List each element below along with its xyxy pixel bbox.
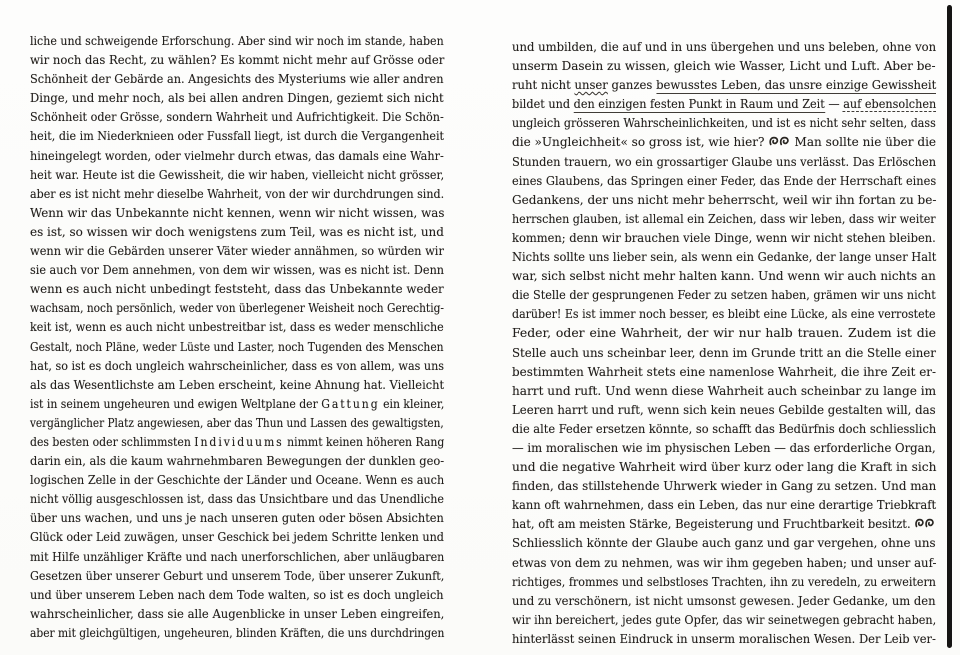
text-segment: liche und schweigende Erforschung. Aber sind wir noch im stande, haben <box>30 33 444 48</box>
text-line <box>512 419 937 438</box>
pencil-underline: unser <box>574 77 608 93</box>
text-line <box>30 31 444 50</box>
text-line <box>512 266 936 285</box>
text-line <box>30 279 444 298</box>
text-segment: keit ist, wenn es auch nicht unbestreitbar ist, dass es weder menschliche <box>30 319 444 335</box>
text-segment: die Stelle der gesprungenen Feder zu setzen haben, grämen wir uns nicht <box>512 287 936 303</box>
text-segment: Gedankens, der uns nicht mehr beherrscht, weil wir ihn fortan zu be- <box>512 191 937 207</box>
pencil-underline: den einzigen festen Punkt in Raum und Zeit <box>573 96 825 112</box>
text-line <box>30 413 444 432</box>
text-line <box>512 533 936 552</box>
text-segment: Glück oder Leid zuwägen, unser Geschick bei jedem Schritte lenken und <box>30 529 444 545</box>
text-segment: — <box>824 96 844 112</box>
text-segment: und die negative Wahrheit wird über kurz oder lang die Kraft in sich <box>512 459 937 475</box>
text-segment: nimmt keinen höheren Rang <box>283 433 445 449</box>
text-segment: darüber! Es ist immer noch besser, es bleibt eine Lücke, als eine verrostete <box>512 306 936 322</box>
text-segment: wenn es auch nicht unbedingt feststeht, dass das Unbekannte weder <box>30 281 444 297</box>
text-line <box>30 298 444 317</box>
text-segment: sie auch vor Dem annehmen, von dem wir wissen, was es nicht ist. Denn <box>30 262 445 278</box>
text-line <box>512 75 937 94</box>
text-line <box>512 94 937 113</box>
text-line <box>512 514 915 533</box>
text-line <box>512 152 937 171</box>
right-page-text <box>512 37 936 648</box>
text-line <box>30 527 444 546</box>
text-segment: richtiges, frommes und selbstloses Trachten, ihn zu veredeln, zu erweitern <box>512 573 936 589</box>
text-line <box>30 50 445 69</box>
text-line <box>30 585 444 604</box>
text-segment: wahrscheinlicher, dass sie alle Augenblicke in unser Leben eingreifen, <box>30 605 445 621</box>
text-segment: darin ein, als die kaum wahrnehmbaren Bewegungen der dunklen geo- <box>30 453 445 469</box>
text-segment: etwas von dem zu nehmen, was wir ihm gegeben haben; und unser auf- <box>512 554 937 570</box>
text-line <box>30 165 445 184</box>
text-line <box>512 113 936 132</box>
text-segment: Dinge, und mehr noch, als bei allen andren Dingen, geziemt sich nicht <box>30 90 444 106</box>
text-line <box>30 69 444 88</box>
text-line <box>30 241 444 260</box>
text-line <box>512 457 937 476</box>
text-line <box>512 362 937 381</box>
text-segment: hat, oft am meisten Stärke, Begeisterung und Fruchtbarkeit besitzt. <box>512 516 915 532</box>
text-segment: finden, das stillstehende Uhrwerk wieder in Gang zu setzen. Und man <box>512 478 937 494</box>
text-line <box>512 381 937 400</box>
text-segment: ein kleiner, <box>379 395 445 411</box>
text-line <box>30 508 444 527</box>
text-segment: wir ihn bereichert, jedes gute Opfer, das wir seinetwegen gebracht haben, <box>512 611 937 627</box>
text-segment: Feder, oder eine Wahrheit, der wir nur halb trauen. Zudem ist die <box>512 325 936 341</box>
text-segment: Man sollte nie über die <box>790 134 937 150</box>
text-line <box>30 604 445 623</box>
text-segment: harrt und ruft. Und wenn diese Wahrheit auch scheinbar zu lange im <box>512 382 937 398</box>
text-segment: ganzes <box>607 77 657 93</box>
text-line <box>512 247 937 266</box>
text-segment: hat, so ist es doch ungleich wahrscheinlicher, dass es von allem, was uns <box>30 357 445 373</box>
text-segment: nicht völlig ausgeschlossen ist, dass das Unsichtbare und das Unendliche <box>30 491 444 507</box>
text-segment: unserm Dasein zu wissen, gleich wie Wasser, Licht und Luft. Aber be- <box>512 58 936 74</box>
text-line <box>512 438 936 457</box>
text-line <box>30 337 444 356</box>
text-line <box>512 285 936 304</box>
book-edge-shadow <box>947 5 952 648</box>
text-line <box>30 375 445 394</box>
fleuron-ornament-icon <box>768 135 790 147</box>
text-line <box>512 209 936 228</box>
text-line <box>512 190 937 209</box>
text-line <box>30 184 445 203</box>
text-line <box>30 356 445 375</box>
text-line <box>512 132 937 151</box>
text-segment: wenn wir die Gebärden unserer Väter wieder annähmen, so würden wir <box>30 243 444 259</box>
pencil-underline: auf ebensolchen <box>843 96 937 112</box>
text-segment: aber mit gleichgültigen, ungeheuren, blinden Kräften, die uns durchdringen <box>30 624 445 640</box>
text-segment: Leeren harrt und ruft, wenn sich kein neues Gebilde gestalten will, das <box>512 401 936 417</box>
left-page-text <box>30 31 444 642</box>
text-line <box>512 228 936 247</box>
text-segment: und umbilden, die auf und in uns übergehen und uns beleben, ohne von <box>512 39 937 54</box>
text-segment: die »Ungleichheit« so gross ist, wie hier? <box>512 134 769 150</box>
text-segment: wir noch das Recht, zu wählen? Es kommt nicht mehr auf Grösse oder <box>30 52 445 68</box>
text-segment: — im moralischen wie im physischen Leben — das erforderliche Organ, <box>512 439 936 455</box>
text-segment: Schönheit oder Grösse, sondern Wahrheit und Aufrichtigkeit. Die Schön- <box>30 109 444 125</box>
text-segment: bildet und <box>512 96 574 112</box>
text-segment: es ist, so wissen wir doch wenigstens zum Teil, was es nicht ist, und <box>30 223 444 239</box>
text-segment: ungleich grösseren Wahrscheinlichkeiten, und ist es nicht sehr selten, dass <box>512 115 936 131</box>
text-segment: Gestalt, noch Pläne, weder Lüste und Laster, noch Tugenden des Menschen <box>30 338 444 354</box>
text-line <box>30 470 445 489</box>
text-segment: bestimmten Wahrheit stets eine namenlose Wahrheit, die ihre Zeit er- <box>512 363 937 379</box>
text-segment: des besten oder schlimmsten <box>30 433 195 449</box>
letterspaced-word: Gattung <box>321 395 380 411</box>
text-segment: Wenn wir das Unbekannte nicht kennen, wenn wir nicht wissen, was <box>30 204 445 220</box>
text-line <box>30 222 444 241</box>
text-segment: herrschen glauben, ist allemal ein Zeichen, dass wir leben, dass wir weiter <box>512 210 936 226</box>
text-segment: aber es ist nicht mehr dieselbe Wahrheit, von der wir durchdrungen sind. <box>30 185 445 201</box>
text-segment: kann oft wahrnehmen, dass ein Leben, das nur eine derartige Triebkraft <box>512 497 937 513</box>
text-segment: war, sich selbst nicht mehr halten kann. Und wenn wir auch nichts an <box>512 268 936 284</box>
text-line <box>512 610 937 629</box>
text-segment: hineingelegt worden, oder vielmehr durch etwas, das damals eine Wahr- <box>30 147 444 163</box>
text-line <box>512 56 936 75</box>
fleuron-ornament-icon <box>914 517 935 529</box>
text-line <box>512 171 937 190</box>
text-line <box>512 629 936 648</box>
text-segment: Stelle auch uns scheinbar leer, denn im Grunde tritt an die Stelle einer <box>512 344 936 360</box>
text-line <box>30 547 445 566</box>
text-line <box>30 489 444 508</box>
text-line <box>512 553 937 572</box>
text-segment: wachsam, noch persönlich, weder von überlegener Weisheit noch Gerechtig- <box>30 300 444 316</box>
text-segment: Schliesslich könnte der Glaube auch ganz und gar vergehen, ohne uns <box>512 535 936 551</box>
text-line <box>512 304 936 323</box>
text-line <box>512 37 937 56</box>
text-segment: vergänglicher Platz angewiesen, aber das Thun und Lassen des gewaltigsten, <box>30 414 444 430</box>
letterspaced-word: Individuums <box>194 433 284 449</box>
text-line <box>512 572 936 591</box>
text-line <box>30 566 445 585</box>
text-segment: heit war. Heute ist die Gewissheit, die wir haben, vielleicht nicht grösser, <box>30 166 445 182</box>
text-line <box>30 394 445 413</box>
text-segment: logischen Zelle in der Geschichte der Länder und Oceane. Wenn es auch <box>30 472 445 488</box>
text-line <box>30 126 445 145</box>
text-line <box>30 203 445 222</box>
text-segment: mit Hilfe unzähliger Kräfte und nach unerforschlichen, aber unläugbaren <box>30 548 445 564</box>
text-line <box>30 88 444 107</box>
text-segment: und über unserem Leben nach dem Tode walten, so ist es doch ungleich <box>30 586 444 602</box>
text-line <box>512 476 937 495</box>
text-segment: hinterlässt seinen Eindruck in unserm moralischen Wesen. Der Leib ver- <box>512 630 936 646</box>
text-line <box>30 260 445 279</box>
text-line <box>512 343 936 362</box>
text-segment: Schönheit der Gebärde an. Angesichts des Mysteriums wie aller andren <box>30 71 444 87</box>
text-line <box>30 107 444 126</box>
text-line <box>512 591 936 610</box>
text-segment: eines Glaubens, das Springen einer Feder, das Ende der Herrschaft eines <box>512 172 937 188</box>
text-segment: über uns wachen, und uns je nach unseren guten oder bösen Absichten <box>30 510 444 526</box>
text-line <box>512 400 936 419</box>
text-line <box>30 451 445 470</box>
text-line <box>30 317 444 336</box>
text-segment: Stunden trauern, wo ein grossartiger Glaube uns verlässt. Das Erlöschen <box>512 153 937 169</box>
text-segment: die alte Feder ersetzen könnte, so schafft das Bedürfnis doch schliesslich <box>512 420 937 436</box>
text-segment: als das Wesentlichste am Leben erscheint, keine Ahnung hat. Vielleicht <box>30 376 445 392</box>
pencil-underline: bewusstes Leben, das unsre einzige Gewissheit <box>656 77 937 93</box>
text-line <box>30 623 445 642</box>
text-line <box>30 432 445 451</box>
text-segment: kommen; denn wir brauchen viele Dinge, wenn wir nicht stehen bleiben. <box>512 229 936 245</box>
text-segment: heit, die im Niederknieen oder Fussfall liegt, ist durch die Vergangenheit <box>30 128 445 144</box>
text-segment: Nichts sollte uns lieber sein, als wenn ein Gedanke, der lange unser Halt <box>512 249 937 265</box>
text-segment: und zu verschönern, ist nicht umsonst gewesen. Jeder Gedanke, um den <box>512 592 936 608</box>
text-segment: Gesetzen über unserer Geburt und unserem Tode, über unserer Zukunft, <box>30 567 445 583</box>
text-line <box>30 146 444 165</box>
text-segment: ruht nicht <box>512 77 575 93</box>
text-segment: ist in seinem ungeheuren und ewigen Weltplane der <box>30 395 322 411</box>
text-line <box>512 495 937 514</box>
text-line <box>512 323 936 342</box>
